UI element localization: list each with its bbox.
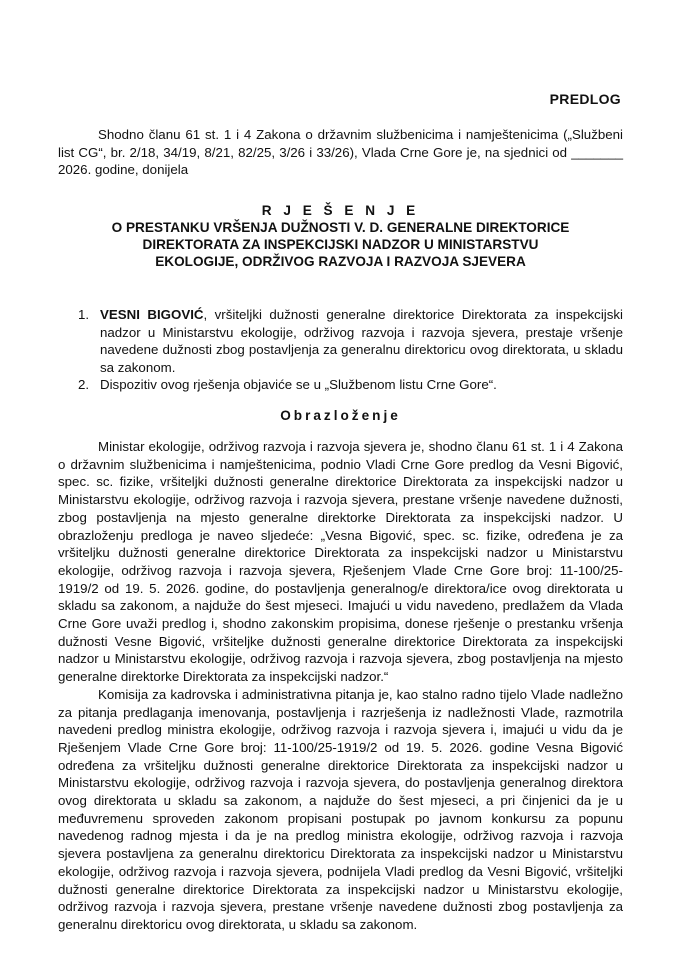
decision-title-line-2: DIREKTORATA ZA INSPEKCIJSKI NADZOR U MINISTARSTVU bbox=[142, 237, 539, 252]
decision-title-line-3: EKOLOGIJE, ODRŽIVOG RAZVOJA I RAZVOJA SJEVERA bbox=[155, 254, 526, 269]
decision-item bbox=[58, 306, 623, 376]
decision-item bbox=[58, 376, 623, 394]
explanation-heading: Obrazloženje bbox=[280, 408, 401, 423]
explanation-paragraph: Ministar ekologije, održivog razvoja i razvoja sjevera je, shodno članu 61 st. 1 i 4 Zakona o državnim službenicima i namještenicima, podnio Vladi Crne Gore predlog da Vesni Bigović, spec. sc. fizike, vršiteljki dužnosti generalne direktorice Direktorata za inspekcijski nadzor u Ministarstvu ekologije, održivog razvoja i razvoja sjevera, prestane vršenje navedene dužnosti, zbog postavljenja na mjesto generalne direktorke Direktorata za inspekcijski nadzor. U obrazloženju predloga je naveo sljedeće: „Vesna Bigović, spec. sc. fizike, određena je za vršiteljku dužnosti generalne direktorice Direktorata za inspekcijski nadzor u Ministarstvu ekologije, održivog razvoja i razvoja sjevera, Rješenjem Vlade Crne Gore broj: 11-100/25-1919/2 od 19. 5. 2026. godine, do postavljenja generalnog/e direktora/ice ovog direktorata u skladu sa zakonom, a najduže do šest mjeseci. Imajući u vidu navedeno, predlažem da Vlada Crne Gore uvaži predlog i, shodno zakonskim propisima, donese rješenje o prestanku vršenja dužnosti Vesne Bigović, vršiteljke dužnosti generalne direktorice Direktorata za inspekcijski nadzor u Ministarstvu ekologije, održivog razvoja i razvoja sjevera, zbog postavljenja na mjesto generalne direktorke Direktorata za inspekcijski nadzor.“ bbox=[58, 439, 623, 685]
intro-paragraph: Shodno članu 61 st. 1 i 4 Zakona o državnim službenicima i namještenicima („Službeni list CG“, br. 2/18, 34/19, 8/21, 82/25, 3/26 i 33/26), Vlada Crne Gore je, na sjednici od _______ 2026. godine, donijela bbox=[58, 127, 623, 177]
item-text: , vršiteljki dužnosti generalne direktorice Direktorata za inspekcijski nadzor u Ministarstvu ekologije, održivog razvoja i razvoja sjevera, prestaje vršenje navedene dužnosti zbog postavljenja za generalnu direktoricu ovog direktorata, u skladu sa zakonom. bbox=[100, 307, 623, 375]
document-label: PREDLOG bbox=[549, 91, 621, 107]
decision-items bbox=[58, 306, 623, 394]
item-number: 2. bbox=[78, 377, 90, 393]
item-text: Dispozitiv ovog rješenja objaviće se u „Službenom listu Crne Gore“. bbox=[100, 377, 497, 393]
explanation-paragraph: Komisija za kadrovska i administrativna pitanja je, kao stalno radno tijelo Vlade nadležno za pitanja predlaganja imenovanja, postavljenja i razrješenja iz nadležnosti Vlade, razmotrila navedeni predlog ministra ekologije, održivog razvoja i razvoja sjevera i, imajući u vidu da je Rješenjem Vlade Crne Gore broj: 11-100/25-1919/2 od 19. 5. 2026. godine Vesna Bigović određena za vršiteljku dužnosti generalne direktorice Direktorata za inspekcijski nadzor u Ministarstvu ekologije, održivog razvoja i razvoja sjevera, do postavljenja generalnog direktora ovog direktorata u skladu sa zakonom, a najduže do šest mjeseci, a pri činjenici da je u međuvremenu sproveden zakonom propisani postupak po javnom konkursu za popunu navedenog radnog mjesta i da je na predlog ministra ekologije, održivog razvoja i razvoja sjevera postavljena za generalnu direktoricu Direktorata za inspekcijski nadzor u Ministarstvu ekologije, održivog razvoja i razvoja sjevera, podnijela Vladi predlog da Vesni Bigović, vršiteljki dužnosti generalne direktorice Direktorata za inspekcijski nadzor u Ministarstvu ekologije, održivog razvoja i razvoja sjevera, prestane vršenje navedene dužnosti zbog postavljenja za generalnu direktoricu ovog direktorata, u skladu sa zakonom. bbox=[58, 686, 623, 932]
decision-title bbox=[58, 202, 623, 270]
explanation-body bbox=[58, 438, 623, 934]
decision-title-line-1: O PRESTANKU VRŠENJA DUŽNOSTI V. D. GENERALNE DIREKTORICE bbox=[111, 220, 570, 235]
person-name: VESNI BIGOVIĆ bbox=[100, 307, 204, 322]
item-number: 1. bbox=[78, 307, 90, 322]
decision-heading: R J E Š E N J E bbox=[261, 203, 420, 218]
